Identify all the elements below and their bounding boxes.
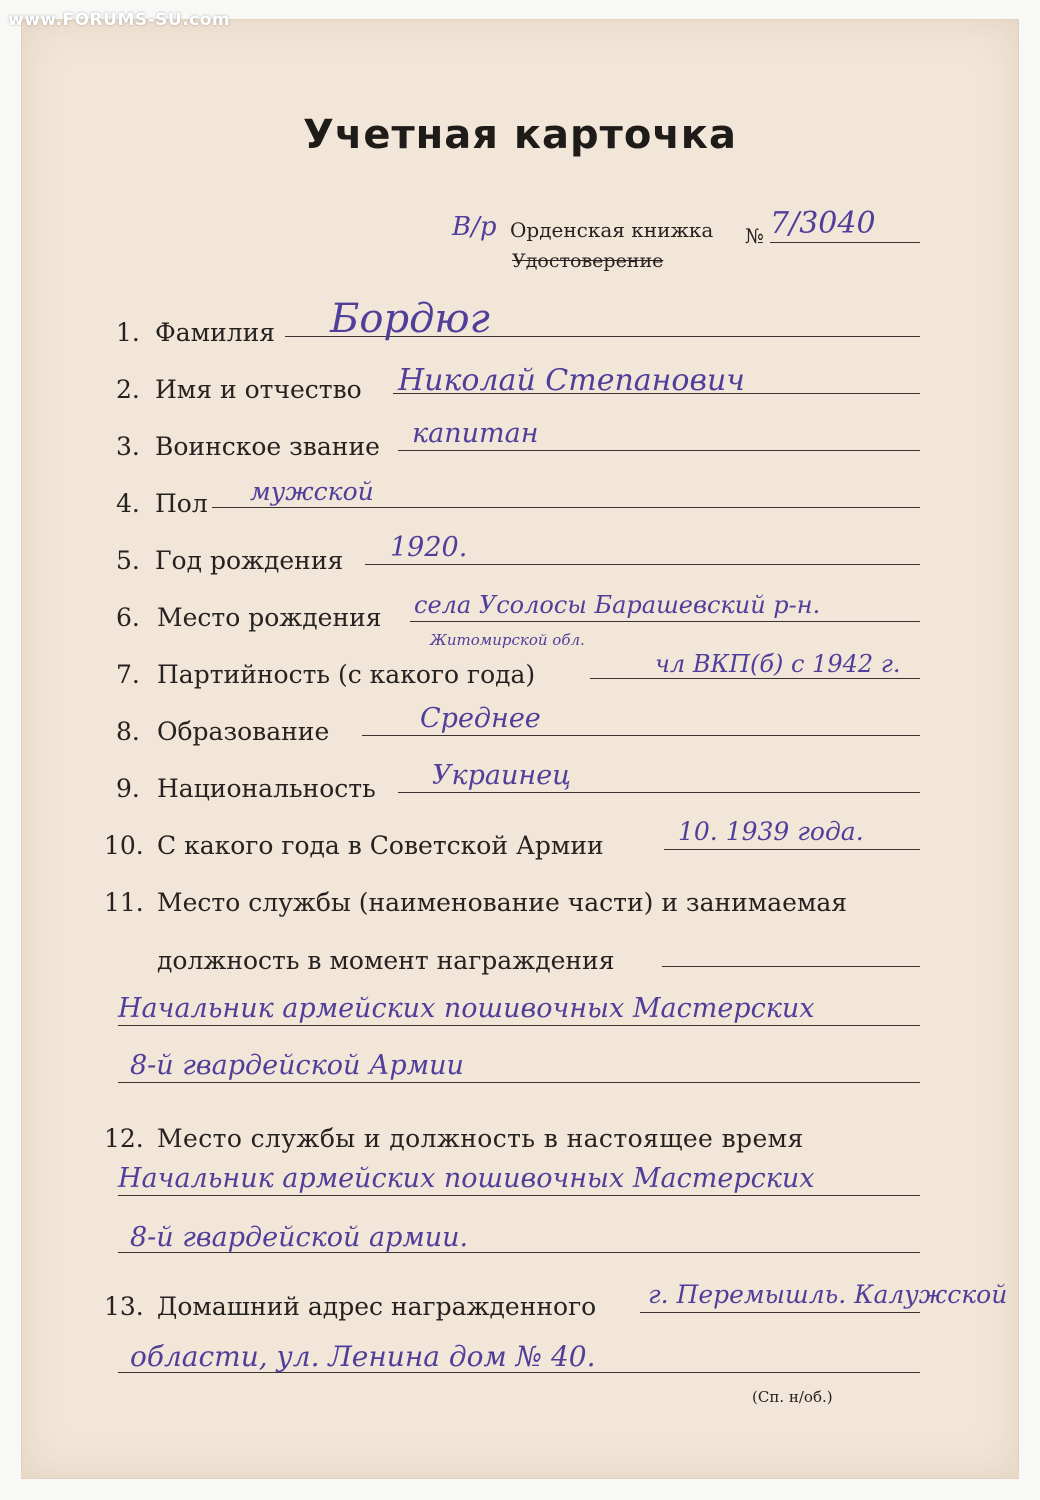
field-7	[0, 650, 1040, 706]
field-label: Национальность	[157, 774, 376, 803]
field-11-value-line2: 8-й гвардейской Армии	[130, 1050, 464, 1081]
field-12-line2	[118, 1252, 920, 1253]
book-prefix-handwritten: В/р	[452, 212, 497, 242]
field-label: Пол	[155, 489, 208, 518]
field-number: 5.	[116, 546, 140, 575]
field-13-number: 13.	[104, 1292, 144, 1321]
field-value: капитан	[412, 418, 539, 449]
field-value: чл ВКП(б) с 1942 г.	[655, 650, 901, 678]
field-11-line2	[118, 1025, 920, 1026]
field-line	[664, 849, 920, 850]
field-number: 6.	[116, 603, 140, 632]
field-12-value-line2: 8-й гвардейской армии.	[130, 1222, 469, 1253]
field-value: Бордюг	[330, 296, 490, 342]
field-number: 1.	[116, 318, 140, 347]
field-11-label-line1: Место службы (наименование части) и занимаемая	[157, 888, 848, 917]
field-11-label-line2: должность в момент награждения	[157, 946, 615, 975]
field-12-number: 12.	[104, 1124, 144, 1153]
book-number-value: 7/3040	[770, 206, 876, 241]
field-10	[0, 817, 1040, 877]
field-label: Место рождения	[157, 603, 382, 632]
field-2	[0, 363, 1040, 421]
field-13-value-line2: области, ул. Ленина дом № 40.	[130, 1340, 596, 1373]
book-number-sign: №	[745, 224, 764, 248]
field-8	[0, 703, 1040, 763]
field-line	[362, 735, 920, 736]
field-13-value-line1: г. Перемышль. Калужской	[648, 1280, 1008, 1309]
field-4	[0, 477, 1040, 535]
field-value: Среднее	[420, 703, 541, 734]
field-number: 9.	[116, 774, 140, 803]
field-label: Имя и отчество	[155, 375, 362, 404]
card-title: Учетная карточка	[303, 112, 737, 158]
field-1	[0, 296, 1040, 364]
field-number: 10.	[104, 831, 144, 860]
field-9	[0, 760, 1040, 820]
field-6	[0, 591, 1040, 649]
field-line	[590, 678, 920, 679]
field-value: Украинец	[432, 760, 572, 791]
field-value: 1920.	[390, 532, 468, 563]
field-value: мужской	[250, 477, 374, 506]
field-value: Николай Степанович	[398, 363, 745, 398]
field-13-label: Домашний адрес награжденного	[157, 1292, 597, 1321]
field-label: Воинское звание	[155, 432, 380, 461]
field-label: Партийность (с какого года)	[157, 660, 536, 689]
book-number-line	[770, 242, 920, 243]
field-12-line1	[118, 1195, 920, 1196]
field-line	[398, 792, 920, 793]
field-number: 3.	[116, 432, 140, 461]
field-value: 10. 1939 года.	[678, 817, 864, 846]
field-12-label: Место службы и должность в настоящее время	[157, 1124, 804, 1153]
field-number: 2.	[116, 375, 140, 404]
field-13-line1	[640, 1312, 920, 1313]
field-number: 7.	[116, 660, 140, 689]
field-label: Образование	[157, 717, 330, 746]
field-label: Фамилия	[155, 318, 276, 347]
field-label: Год рождения	[155, 546, 344, 575]
field-line	[212, 507, 920, 508]
field-value: села Усолосы Барашевский р-н.	[414, 591, 821, 619]
footer-note: (Сп. н/об.)	[752, 1388, 833, 1406]
field-11-line1	[662, 966, 920, 967]
book-label: Орденская книжка	[510, 218, 714, 242]
field-number: 4.	[116, 489, 140, 518]
field-value-second-line: Житомирской обл.	[430, 631, 585, 649]
field-13-line2	[118, 1372, 920, 1373]
field-11-line3	[118, 1082, 920, 1083]
field-number: 8.	[116, 717, 140, 746]
field-line	[398, 450, 920, 451]
field-label: С какого года в Советской Армии	[157, 831, 604, 860]
watermark: www.FORUMS-SU.com	[8, 10, 231, 30]
book-label-struck: Удостоверение	[512, 250, 664, 272]
field-line	[410, 621, 920, 622]
field-3	[0, 418, 1040, 478]
field-11-number: 11.	[104, 888, 144, 917]
field-11-value-line1: Начальник армейских пошивочных Мастерских	[118, 993, 815, 1024]
field-5	[0, 532, 1040, 592]
field-line	[365, 564, 920, 565]
field-12-value-line1: Начальник армейских пошивочных Мастерских	[118, 1163, 815, 1194]
